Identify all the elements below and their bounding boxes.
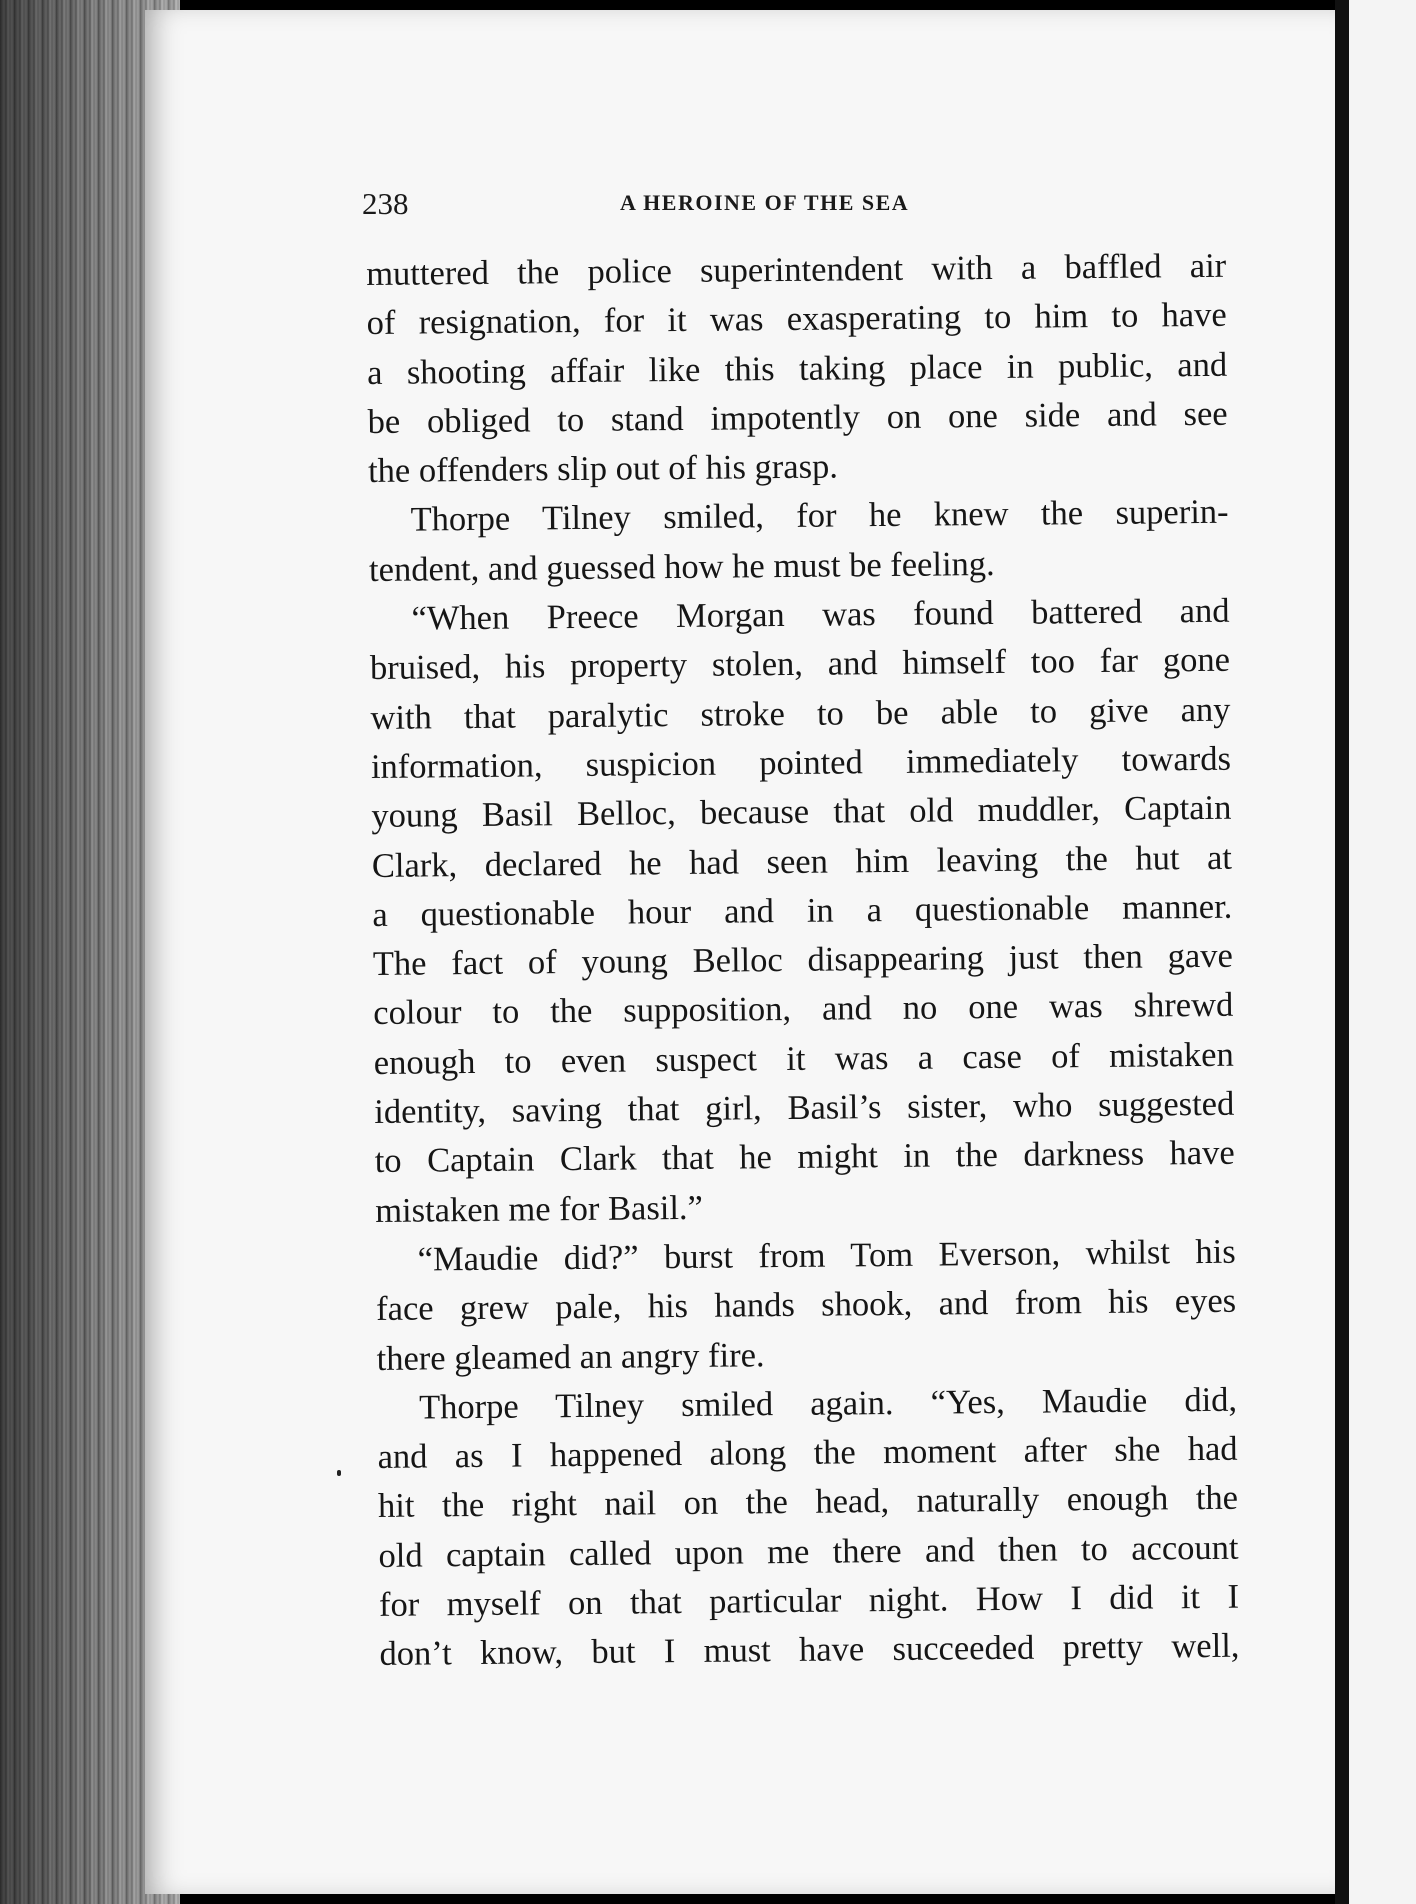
text-line: be obliged to stand impotently on one side and see — [367, 394, 1228, 441]
book-gutter — [1335, 0, 1349, 1904]
text-line: old captain called upon me there and then to account — [378, 1528, 1239, 1575]
text-line: the offenders slip out of his grasp. — [367, 447, 839, 491]
book-title: A HEROINE OF THE SEA — [620, 190, 910, 215]
text-line: colour to the supposition, and no one was shrewd — [373, 986, 1234, 1033]
text-line: Clark, declared he had seen him leaving the hut at — [371, 838, 1233, 885]
text-line: there gleamed an angry fire. — [376, 1335, 765, 1378]
text-line: information, suspicion pointed immediately towards — [370, 739, 1232, 786]
text-line: hit the right nail on the head, naturally enough the — [377, 1479, 1239, 1526]
running-head — [362, 186, 1032, 230]
text-line: don’t know, but I must have succeeded pretty well, — [379, 1626, 1240, 1674]
text-line: a shooting affair like this taking place in public, and — [366, 345, 1228, 392]
text-line: young Basil Belloc, because that old muddler, Captain — [371, 788, 1232, 836]
text-line: enough to even suspect it was a case of mistaken — [373, 1035, 1234, 1082]
text-line: for myself on that particular night. How I did it I — [378, 1577, 1240, 1624]
text-line: and as I happened along the moment after she had — [377, 1429, 1238, 1477]
text-line: face grew pale, his hands shook, and from his eyes — [375, 1281, 1237, 1329]
text-line: Thorpe Tilney smiled again. “Yes, Maudie did, — [418, 1380, 1238, 1427]
text-line: “When Preece Morgan was found battered and — [411, 591, 1230, 638]
text-line: The fact of young Belloc disappearing just then gave — [372, 936, 1233, 984]
text-line: with that paralytic stroke to be able to give any — [370, 690, 1231, 737]
text-line: tendent, and guessed how he must be feeling. — [368, 544, 995, 589]
text-line: bruised, his property stolen, and himself too far gone — [369, 641, 1231, 688]
text-line: of resignation, for it was exasperating to him to have — [366, 296, 1227, 343]
page-number: 238 — [362, 186, 409, 221]
text-line: muttered the police superintendent with a baffled air — [366, 246, 1227, 293]
text-line: identity, saving that girl, Basil’s sister, who suggested — [374, 1084, 1235, 1132]
facing-page-edge — [1349, 0, 1416, 1904]
text-line: “Maudie did?” burst from Tom Everson, whilst his — [417, 1232, 1236, 1279]
body-text — [366, 242, 1240, 1680]
text-line: Thorpe Tilney smiled, for he knew the superin- — [410, 493, 1229, 540]
text-line: to Captain Clark that he might in the darkness have — [374, 1134, 1235, 1181]
text-line: a questionable hour and in a questionable manner. — [372, 887, 1233, 934]
print-speck — [337, 1470, 341, 1476]
text-line: mistaken me for Basil.” — [375, 1188, 704, 1230]
